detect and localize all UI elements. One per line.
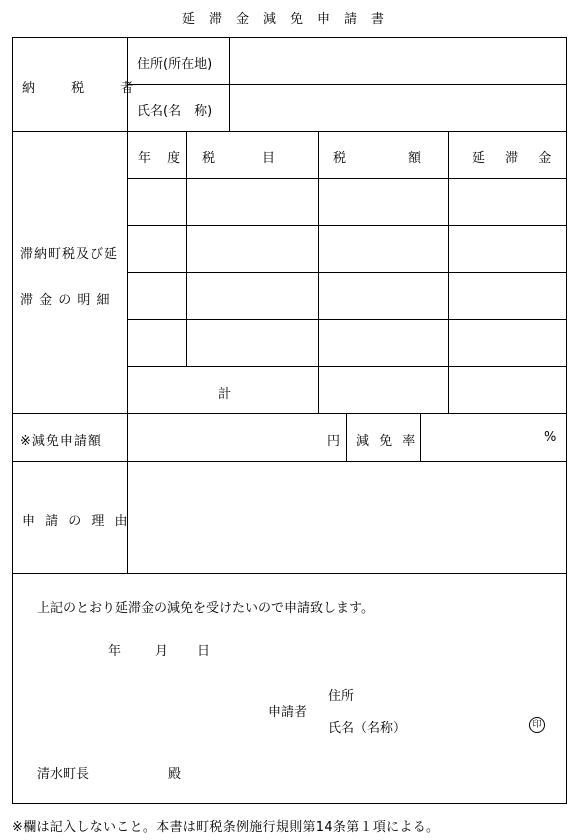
total-label: 計	[218, 387, 232, 402]
detail-label-line2: 滞 金 の 明 細	[20, 293, 111, 308]
header-late-fee: 延 滞 金	[472, 151, 560, 166]
seal-char: 印	[532, 720, 542, 730]
header-year: 年 度	[138, 151, 187, 166]
taxpayer-label: 納 税 者	[22, 81, 150, 96]
honorific: 殿	[168, 767, 182, 782]
document-title: 延滞金減免申請書	[182, 12, 399, 27]
reason-label: 申 請 の 理 由	[22, 514, 131, 529]
date-month: 月	[155, 644, 169, 659]
address-label: 住所(所在地)	[137, 57, 213, 72]
declaration-statement: 上記のとおり延滞金の減免を受けたいので申請致します。	[37, 601, 374, 616]
header-tax-item: 税 目	[202, 151, 278, 166]
seal-mark	[529, 717, 545, 733]
applicant-name-label: 氏名（名称）	[328, 721, 407, 736]
footnote: ※欄は記入しないこと。本書は町税条例施行規則第14条第１項による。	[12, 820, 440, 835]
address-field[interactable]	[231, 39, 565, 83]
reduction-rate-label: 減 免 率	[356, 434, 419, 449]
detail-label-line1: 滞納町税及び延	[20, 247, 119, 262]
applicant-address-label: 住所	[328, 689, 355, 704]
percent-unit: %	[544, 430, 557, 445]
yen-unit: 円	[327, 434, 341, 449]
name-field[interactable]	[231, 86, 565, 130]
header-tax-amount: 税 額	[333, 151, 424, 166]
reason-field[interactable]	[129, 463, 565, 571]
addressee: 清水町長	[37, 767, 90, 782]
date-year: 年	[108, 644, 122, 659]
reduction-amount-field[interactable]	[129, 415, 344, 459]
name-label: 氏名(名 称)	[137, 104, 213, 119]
reduction-amount-label: ※減免申請額	[20, 434, 102, 449]
applicant-label: 申請者	[268, 705, 308, 720]
date-day: 日	[197, 644, 211, 659]
